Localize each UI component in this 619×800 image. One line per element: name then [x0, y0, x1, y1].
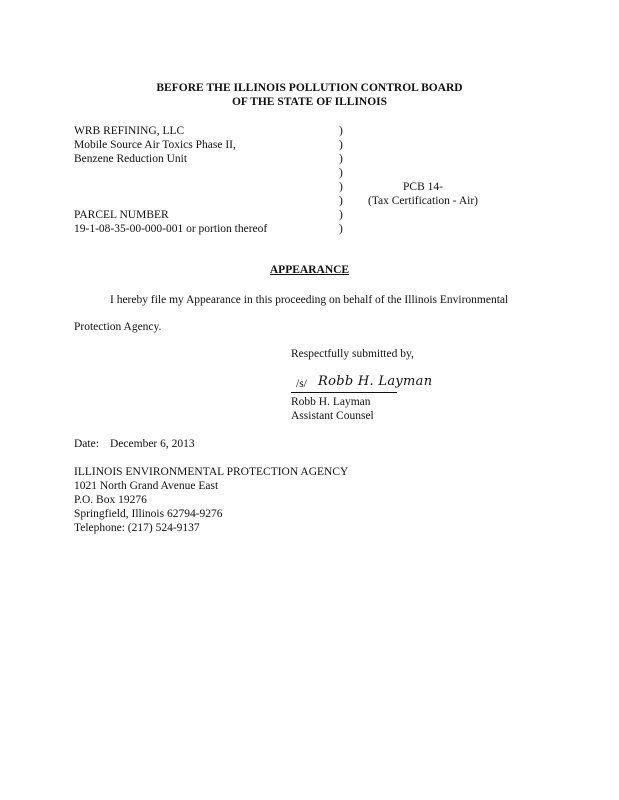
case-number: PCB 14-: [403, 181, 443, 193]
body-line-1: I hereby file my Appearance in this proceeding on behalf of the Illinois Environmental: [110, 294, 509, 306]
signature-prefix: /s/: [296, 378, 307, 390]
caption-bracket: ): [339, 125, 343, 137]
caption-bracket: ): [339, 209, 343, 221]
date-value: December 6, 2013: [110, 438, 195, 450]
closing-text: Respectfully submitted by,: [291, 348, 414, 360]
signature-line: [291, 392, 397, 393]
caption-bracket: ): [339, 195, 343, 207]
agency-po-box: P.O. Box 19276: [74, 494, 147, 506]
signature-script: Robb H. Layman: [318, 374, 433, 389]
caption-project-line2: Benzene Reduction Unit: [74, 153, 188, 165]
signer-name: Robb H. Layman: [291, 396, 371, 408]
agency-phone: Telephone: (217) 524-9137: [74, 522, 200, 534]
signer-title: Assistant Counsel: [291, 410, 374, 422]
agency-name: ILLINOIS ENVIRONMENTAL PROTECTION AGENCY: [74, 466, 349, 478]
body-line-2: Protection Agency.: [74, 321, 162, 333]
caption-bracket: ): [339, 139, 343, 151]
caption-petitioner: WRB REFINING, LLC: [74, 125, 185, 137]
case-type: (Tax Certification - Air): [367, 195, 478, 207]
agency-city: Springfield, Illinois 62794-9276: [74, 508, 223, 520]
caption-bracket: ): [339, 153, 343, 165]
state-title: OF THE STATE OF ILLINOIS: [231, 96, 388, 108]
caption-project-line1: Mobile Source Air Toxics Phase II,: [74, 139, 236, 151]
caption-bracket: ): [339, 181, 343, 193]
caption-parcel-number: 19-1-08-35-00-000-001 or portion thereof: [74, 223, 268, 235]
date-label: Date:: [74, 438, 99, 450]
caption-bracket: ): [339, 223, 343, 235]
document-title: APPEARANCE: [269, 264, 350, 276]
caption-bracket: ): [339, 167, 343, 179]
agency-street: 1021 North Grand Avenue East: [74, 480, 219, 492]
caption-parcel-label: PARCEL NUMBER: [74, 209, 169, 221]
board-title: BEFORE THE ILLINOIS POLLUTION CONTROL BOARD: [156, 82, 463, 94]
